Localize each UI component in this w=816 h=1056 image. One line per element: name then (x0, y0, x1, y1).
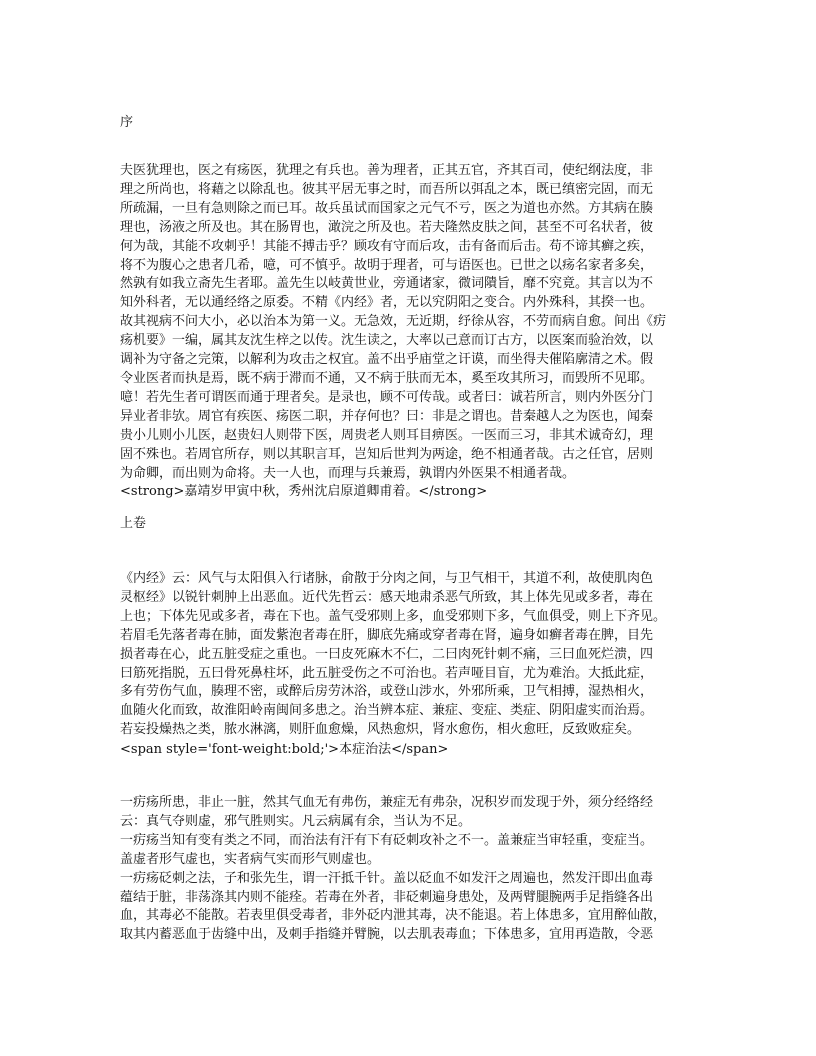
text-line: 云：真气夺则虚，邪气胜则实。凡云病属有余，当认为不足。 (120, 813, 472, 829)
volume-heading: 上卷 (120, 516, 147, 531)
treatment-body (120, 794, 700, 945)
text-line: 取其内蓄恶血于齿缝中出，及刺手指缝并臂腕，以去肌表毒血；下体患多，宜用再造散，令恶 (120, 927, 654, 943)
text-line: 一疠疡当知有变有类之不同，而治法有汗有下有砭刺攻补之不一。盖兼症当审轻重，变症当。 (120, 832, 654, 848)
volume-intro-body (120, 570, 700, 740)
text-line: 夫医犹理也，医之有疡医，犹理之有兵也。善为理者，正其五官，齐其百司，使纪纲法度，非 (120, 163, 654, 178)
text-line: 然孰有如我立斋先生者耶。盖先生以岐黄世业，旁通诸家，微词隤旨，靡不究竟。其言以为不 (120, 276, 654, 292)
text-line: 若妄投燥热之类，脓水淋漓，则肝血愈燥，风热愈炽，肾水愈伤，相火愈旺，反致败症矣。 (120, 722, 641, 738)
text-line: 一疠疡砭刺之法，子和张先生，谓一汗抵千针。盖以砭血不如发汗之周遍也，然发汗即出血毒 (120, 870, 654, 886)
text-line: 《内经》云：风气与太阳俱入行诸脉，俞散于分肉之间，与卫气相干，其道不利，故使肌肉色 (120, 571, 654, 586)
text-line: 一疠疡所患，非止一脏，然其气血无有弗伤，兼症无有弗杂，况积岁而发现于外，须分经络经 (120, 795, 654, 810)
text-line: 理之所尚也，将藉之以除乱也。彼其平居无事之时，而吾所以弭乱之本，既已缜密完固，而无 (120, 181, 654, 197)
text-line: 故其视病不问大小，必以治本为第一义。无急效，无近期，纾徐从容，不劳而病自愈。间出《疠 (120, 314, 667, 330)
text-line: 上也；下体先见或多者，毒在下也。盖气受邪则上多，血受邪则下多，气血俱受，则上下齐见。 (120, 608, 667, 624)
text-line: 固不殊也。若周官所存，则以其职言耳，岂知后世判为两途，绝不相通者哉。古之任官，居则 (120, 446, 654, 462)
text-line: 异业者非欤。周官有疾医、疡医二职，并存何也？曰：非是之谓也。昔秦越人之为医也，闻秦 (120, 408, 654, 424)
text-line: 盖虚者形气虚也，实者病气实而形气则虚也。 (120, 851, 381, 867)
preface-signature: <strong>嘉靖岁甲寅中秋，秀州沈启原道卿甫着。</strong> (120, 484, 488, 500)
text-line: 为命卿，而出则为命将。夫一人也，而理与兵兼焉，孰谓内外医果不相通者哉。 (120, 465, 576, 481)
text-line: 多有劳伤气血，腠理不密，或醉后房劳沐浴，或登山涉水，外邪所乘，卫气相搏，湿热相火， (120, 684, 654, 700)
text-line: 蕴结于脏，非荡涤其内则不能痊。若毒在外者，非砭刺遍身患处，及两臂腿腕两手足指缝各出 (120, 889, 654, 905)
text-line: 调补为守备之完策，以解利为攻击之权宜。盖不出乎庙堂之讦谟，而坐得夫催陷廓清之术。假 (120, 352, 654, 368)
preface-body (120, 162, 700, 502)
text-line: 何为哉，其能不攻刺乎！其能不搏击乎？顾攻有守而后攻，击有备而后击。苟不谛其癣之疾， (120, 238, 654, 254)
text-line: 知外科者，无以通经络之原委。不精《内经》者，无以究阴阳之变合。内外殊科，其揆一也。 (120, 295, 654, 311)
document-page (120, 0, 700, 1056)
text-line: 曰筋死指脱，五曰骨死鼻柱坏，此五脏受伤之不可治也。若声哑目盲，尤为难治。大抵此症， (120, 665, 654, 681)
text-line: 血随火化而致，故淮阳岭南闽间多患之。治当辨本症、兼症、变症、类症、阴阳虚实而治焉。 (120, 703, 654, 719)
text-line: 若眉毛先落者毒在肺，面发紫泡者毒在肝，脚底先痛或穿者毒在肾，遍身如癣者毒在脾，目先 (120, 627, 654, 643)
text-line: 损者毒在心，此五脏受症之重也。一曰皮死麻木不仁，二曰肉死针刺不痛，三曰血死烂溃，四 (120, 646, 654, 662)
text-line: 令业医者而执是焉，既不病于滞而不通，又不病于肤而无本，奚至攻其所习，而毁所不见耶。 (120, 370, 654, 386)
text-line: 所疏漏，一旦有急则除之而已耳。故兵虽试而国家之元气不亏，医之为道也亦然。方其病在腠 (120, 200, 654, 216)
text-line: 血，其毒必不能散。若表里俱受毒者，非外砭内泄其毒，决不能退。若上体患多，宜用醉仙散， (120, 908, 667, 924)
section-subheading: <span style='font-weight:bold;'>本症治法</span> (120, 742, 449, 757)
text-line: 理也，汤液之所及也。其在肠胃也，澉浣之所及也。若夫隆然皮肤之间，甚至不可名状者，彼 (120, 219, 654, 235)
text-line: 疡机要》一编，属其友沈生梓之以传。沈生读之，大率以己意而订古方，以医案而验治效，以 (120, 333, 654, 349)
text-line: 噫！若先生者可谓医而通于理者矣。是录也，顾不可传哉。或者曰：诚若所言，则内外医分门 (120, 389, 654, 405)
text-line: 灵枢经》以锐针刺肿上出恶血。近代先哲云：感天地肃杀恶气所致，其上体先见或多者，毒在 (120, 589, 654, 605)
text-line: 贵小儿则小儿医，赵贵妇人则带下医，周贵老人则耳目痹医。一医而三习，非其术诚奇幻，理 (120, 427, 654, 443)
preface-heading: 序 (120, 115, 134, 130)
text-line: 将不为腹心之患者几希，噫，可不慎乎。故明于理者，可与语医也。已世之以疡名家者多矣， (120, 257, 654, 273)
